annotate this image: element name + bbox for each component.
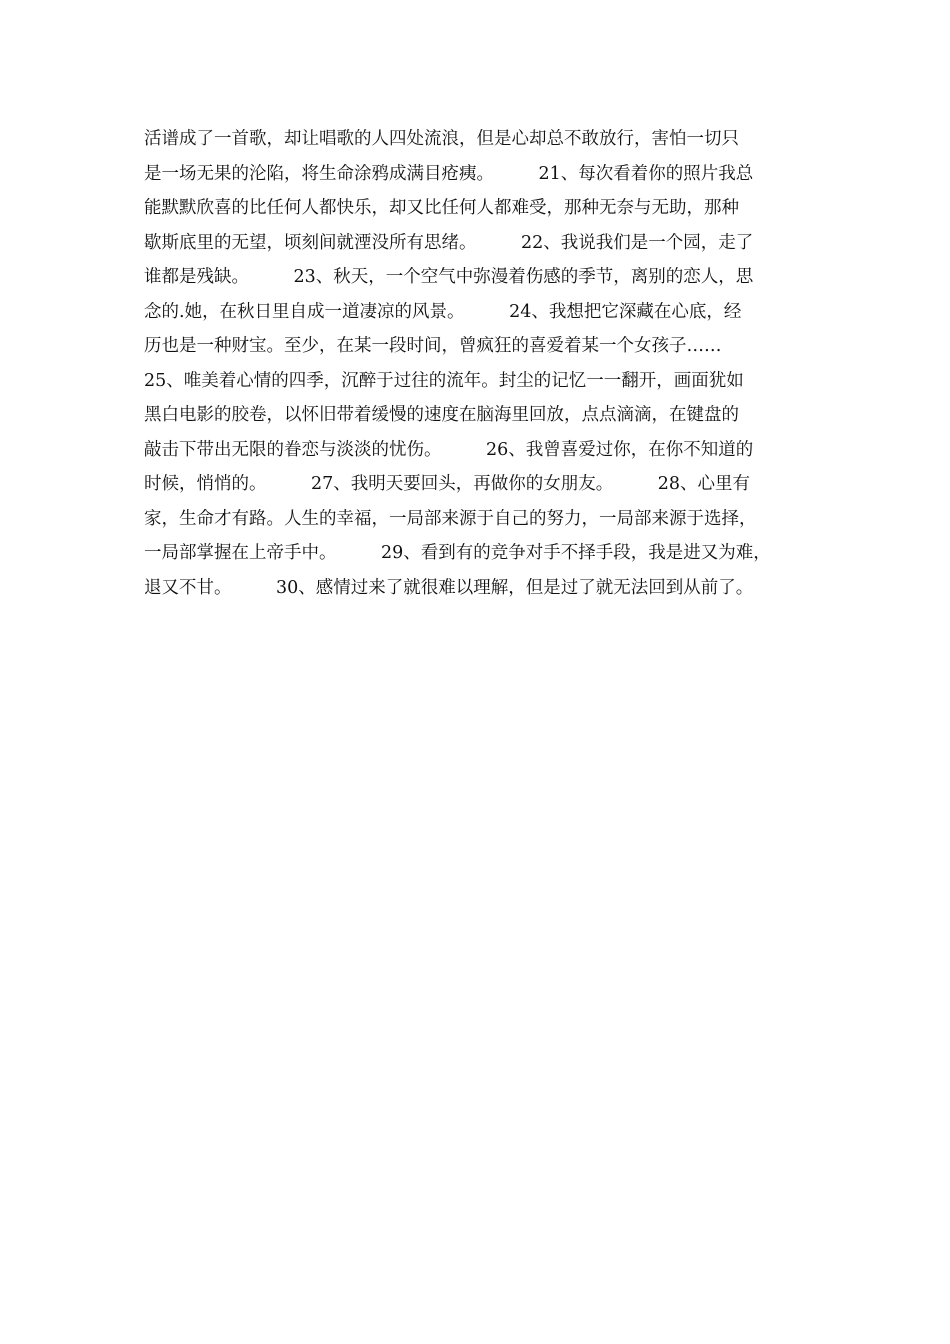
text-line-14: 退又不甘。 30、感情过来了就很难以理解，但是过了就无法回到从前了。 xyxy=(144,577,754,598)
text-line-7: 历也是一种财宝。至少，在某一段时间，曾疯狂的喜爱着某一个女孩子…… xyxy=(144,336,722,356)
body-text xyxy=(144,122,844,605)
text-line-8: 25、唯美着心情的四季，沉醉于过往的流年。封尘的记忆一一翻开，画面犹如 xyxy=(144,370,744,391)
text-line-5: 谁都是残缺。 23、秋天，一个空气中弥漫着伤感的季节，离别的恋人，思 xyxy=(144,267,754,287)
text-line-2: 是一场无果的沦陷，将生命涂鸦成满目疮痍。 21、每次看着你的照片我总 xyxy=(144,163,754,184)
text-line-1: 活谱成了一首歌，却让唱歌的人四处流浪，但是心却总不敢放行，害怕一切只 xyxy=(144,129,739,149)
text-line-11: 时候，悄悄的。 27、我明天要回头，再做你的女朋友。 28、心里有 xyxy=(144,474,751,494)
text-line-3: 能默默欣喜的比任何人都快乐，却又比任何人都难受，那种无奈与无助，那种 xyxy=(144,198,739,218)
text-line-10: 敲击下带出无限的眷恋与淡淡的忧伤。 26、我曾喜爱过你，在你不知道的 xyxy=(144,439,754,460)
text-line-13: 一局部掌握在上帝手中。 29、看到有的竞争对手不择手段，我是进又为难， xyxy=(144,543,771,563)
text-line-9: 黑白电影的胶卷，以怀旧带着缓慢的速度在脑海里回放，点点滴滴，在键盘的 xyxy=(144,405,739,425)
text-line-4: 歇斯底里的无望，顷刻间就湮没所有思绪。 22、我说我们是一个园，走了 xyxy=(144,232,754,253)
text-line-6: 念的.她，在秋日里自成一道凄凉的风景。 24、我想把它深藏在心底，经 xyxy=(144,301,742,322)
text-line-12: 家，生命才有路。人生的幸福，一局部来源于自己的努力，一局部来源于选择， xyxy=(144,508,757,529)
